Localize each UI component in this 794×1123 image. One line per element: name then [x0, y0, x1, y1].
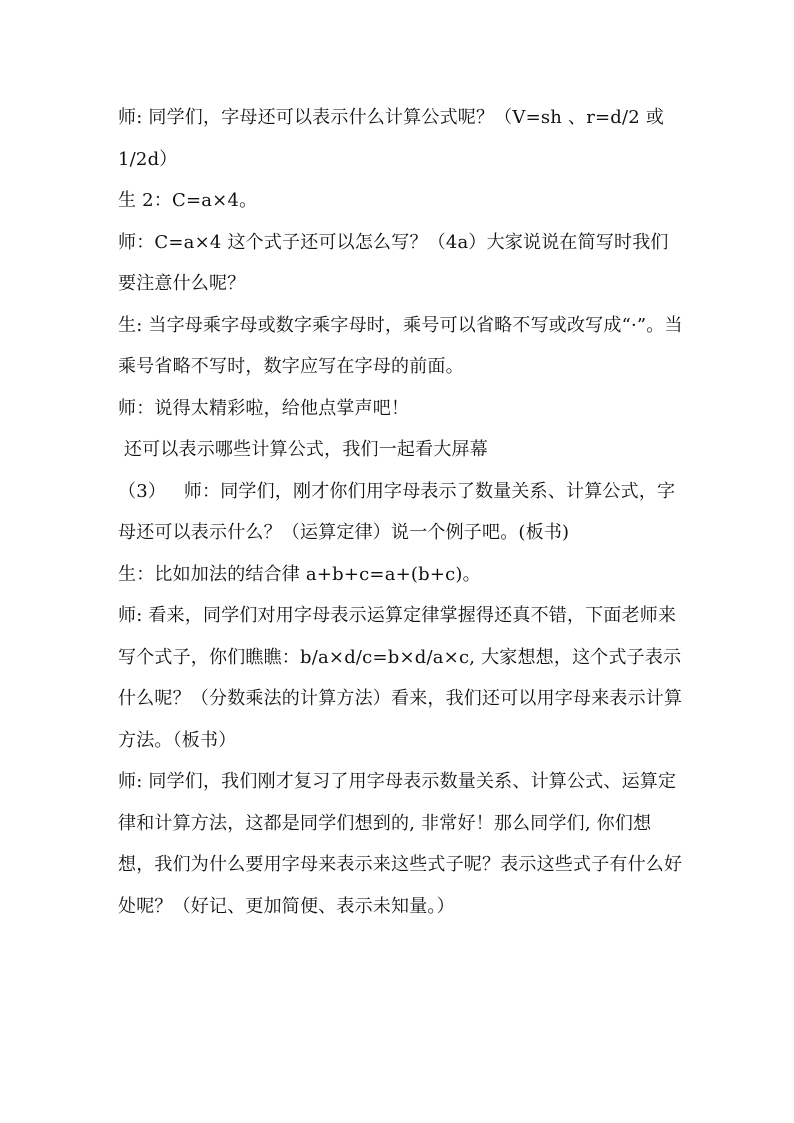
- document-body: [118, 97, 683, 927]
- paragraph-9: 师: 看来，同学们对用字母表示运算定律掌握得还真不错，下面老师来写个式子，你们瞧瞧：b/a×d/c=b×d/a×c, 大家想想，这个式子表示什么呢？（分数乘法的计算方法）看来，我们还可以用字母来表示计算方法。（板书）: [118, 605, 683, 751]
- paragraph-6: 还可以表示哪些计算公式，我们一起看大屏幕: [118, 439, 488, 460]
- paragraph-10: 师: 同学们，我们刚才复习了用字母表示数量关系、计算公式、运算定律和计算方法，这都是同学们想到的, 非常好！那么同学们, 你们想想，我们为什么要用字母来表示来这些式子呢？表示这些式子有什么好处呢？（好记、更加简便、表示未知量。）: [118, 771, 683, 917]
- paragraph-1: 师: 同学们，字母还可以表示什么计算公式呢？（V=sh 、r=d/2 或 1/2d）: [118, 107, 670, 170]
- paragraph-5: 师：说得太精彩啦，给他点掌声吧！: [118, 397, 410, 419]
- paragraph-4: 生: 当字母乘字母或数字乘字母时，乘号可以省略不写或改写成“·”。当乘号省略不写时，数字应写在字母的前面。: [118, 314, 683, 377]
- paragraph-2: 生 2：C=a×4。: [118, 190, 258, 211]
- paragraph-8: 生：比如加法的结合律 a+b+c=a+(b+c)。: [118, 563, 481, 585]
- paragraph-3: 师：C=a×4 这个式子还可以怎么写？（4a）大家说说在简写时我们要注意什么呢？: [118, 231, 669, 294]
- paragraph-7: （3） 师：同学们，刚才你们用字母表示了数量关系、计算公式，字母还可以表示什么？（运算定律）说一个例子吧。(板书): [118, 480, 676, 543]
